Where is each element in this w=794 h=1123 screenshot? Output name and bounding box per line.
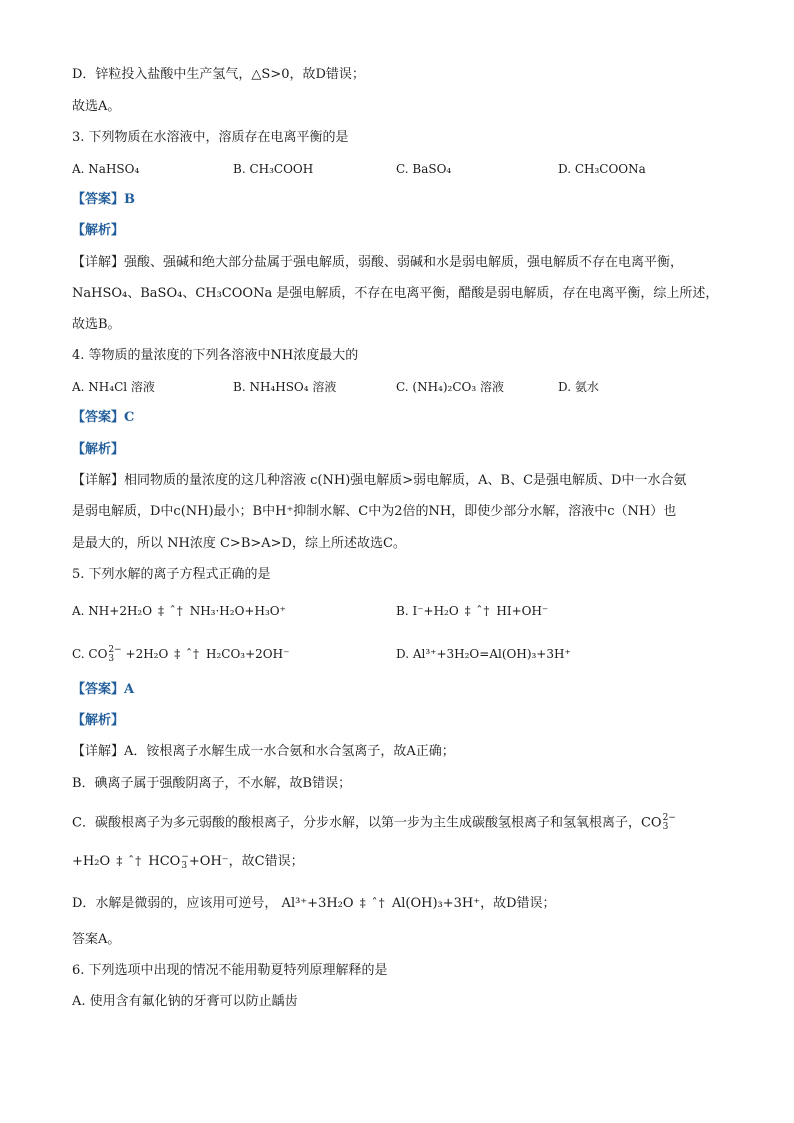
q3-analysis: 【解析】 <box>72 223 125 238</box>
q5-option-c-mid: +2H₂O <box>125 647 169 661</box>
question-4: 4. 等物质的量浓度的下列各溶液中NH浓度最大的 <box>72 348 359 363</box>
q5-detail-c-line1 <box>72 814 676 833</box>
q5-option-c <box>72 645 289 664</box>
q5-detail-c2-a: +H₂O <box>72 854 111 869</box>
bicarbonate-charge: − 3 <box>181 851 189 871</box>
question-5: 5. 下列水解的离子方程式正确的是 <box>72 567 271 582</box>
q4-option-d: D. 氨水 <box>558 380 599 394</box>
q5-answer: 【答案】A <box>72 682 135 697</box>
q5-detail-c-text: C．碳酸根离子为多元弱酸的酸根离子，分步水解，以第一步为主生成碳酸氢根离子和氢氧根离子，CO <box>72 815 662 831</box>
q6-option-a: A. 使用含有氟化钠的牙膏可以防止龋齿 <box>72 994 298 1009</box>
q5-analysis: 【解析】 <box>72 713 125 728</box>
carbonate-charge: 2− 3 <box>662 813 676 832</box>
q5-detail-d <box>72 894 556 913</box>
q5-option-d: D. Al³⁺+3H₂O=Al(OH)₃+3H⁺ <box>396 647 571 661</box>
q5-option-c-right: H₂CO₃+2OH⁻ <box>205 647 290 661</box>
q3-option-d: D. CH₃COONa <box>558 162 646 176</box>
q3-option-a: A. NaHSO₄ <box>72 162 140 176</box>
q4-detail-1: 【详解】相同物质的量浓度的这几种溶液 c(NH)强电解质>弱电解质，A、B、C是强电解质、D中一水合氨 <box>72 473 687 488</box>
q5-option-a <box>72 602 286 620</box>
q5-detail-a: 【详解】A．铵根离子水解生成一水合氨和水合氢离子，故A正确； <box>72 744 455 759</box>
q5-detail-d-a: D．水解是微弱的，应该用可逆号， Al³⁺+3H₂O <box>72 896 354 911</box>
equilibrium-arrow-icon: ‡ ˆ† <box>174 647 201 661</box>
q5-detail-b: B．碘离子属于强酸阴离子，不水解，故B错误； <box>72 776 352 791</box>
equilibrium-arrow-icon: ‡ ˆ† <box>464 604 491 618</box>
question-3: 3. 下列物质在水溶液中，溶质存在电离平衡的是 <box>72 130 349 145</box>
carbonate-charge: 2− 3 <box>108 644 122 664</box>
q5-option-b <box>396 602 548 620</box>
q3-answer: 【答案】B <box>72 192 135 207</box>
line-choose-a: 故选A。 <box>72 99 121 114</box>
q5-option-b-right: HI+OH⁻ <box>496 604 549 618</box>
q5-conclusion: 答案A。 <box>72 932 121 947</box>
line-d-zinc: D．锌粒投入盐酸中生产氢气，△S>0，故D错误； <box>72 67 365 82</box>
q3-detail-1: 【详解】强酸、强碱和绝大部分盐属于强电解质，弱酸、弱碱和水是弱电解质，强电解质不存在电离平衡， <box>72 255 684 270</box>
q3-option-b: B. CH₃COOH <box>233 162 314 176</box>
equilibrium-arrow-icon: ‡ ˆ† <box>157 604 184 618</box>
q4-answer: 【答案】C <box>72 410 135 425</box>
q5-option-a-right: NH₃·H₂O+H₃O⁺ <box>189 604 286 618</box>
q5-option-a-left: A. NH+2H₂O <box>72 604 153 618</box>
q4-option-c: C. (NH₄)₂CO₃ 溶液 <box>396 380 504 394</box>
q3-option-c: C. BaSO₄ <box>396 162 452 176</box>
q4-analysis: 【解析】 <box>72 442 125 457</box>
q5-detail-c2-c: +OH⁻，故C错误； <box>188 854 304 869</box>
equilibrium-arrow-icon: ‡ ˆ† <box>116 854 143 868</box>
q5-detail-c-line2 <box>72 852 304 871</box>
q5-option-b-left: B. I⁻+H₂O <box>396 604 459 618</box>
equilibrium-arrow-icon: ‡ ˆ† <box>359 896 386 910</box>
q4-detail-3: 是最大的，所以 NH浓度 C>B>A>D，综上所述故选C。 <box>72 536 406 551</box>
q4-detail-2: 是弱电解质，D中c(NH)最小；B中H⁺抑制水解、C中为2倍的NH，即使少部分水解，溶液中c（NH）也 <box>72 504 677 519</box>
q5-option-c-left: C. CO <box>72 647 108 661</box>
q4-option-b: B. NH₄HSO₄ 溶液 <box>233 380 337 394</box>
q4-option-a: A. NH₄Cl 溶液 <box>72 380 155 394</box>
q5-detail-c2-b: HCO <box>148 854 181 869</box>
question-6: 6. 下列选项中出现的情况不能用勒夏特列原理解释的是 <box>72 963 388 978</box>
q3-detail-3: 故选B。 <box>72 317 121 332</box>
q3-detail-2: NaHSO₄、BaSO₄、CH₃COONa 是强电解质，不存在电离平衡，醋酸是弱电解质，存在电离平衡，综上所述， <box>72 286 719 301</box>
q5-detail-d-b: Al(OH)₃+3H⁺，故D错误； <box>391 896 556 911</box>
